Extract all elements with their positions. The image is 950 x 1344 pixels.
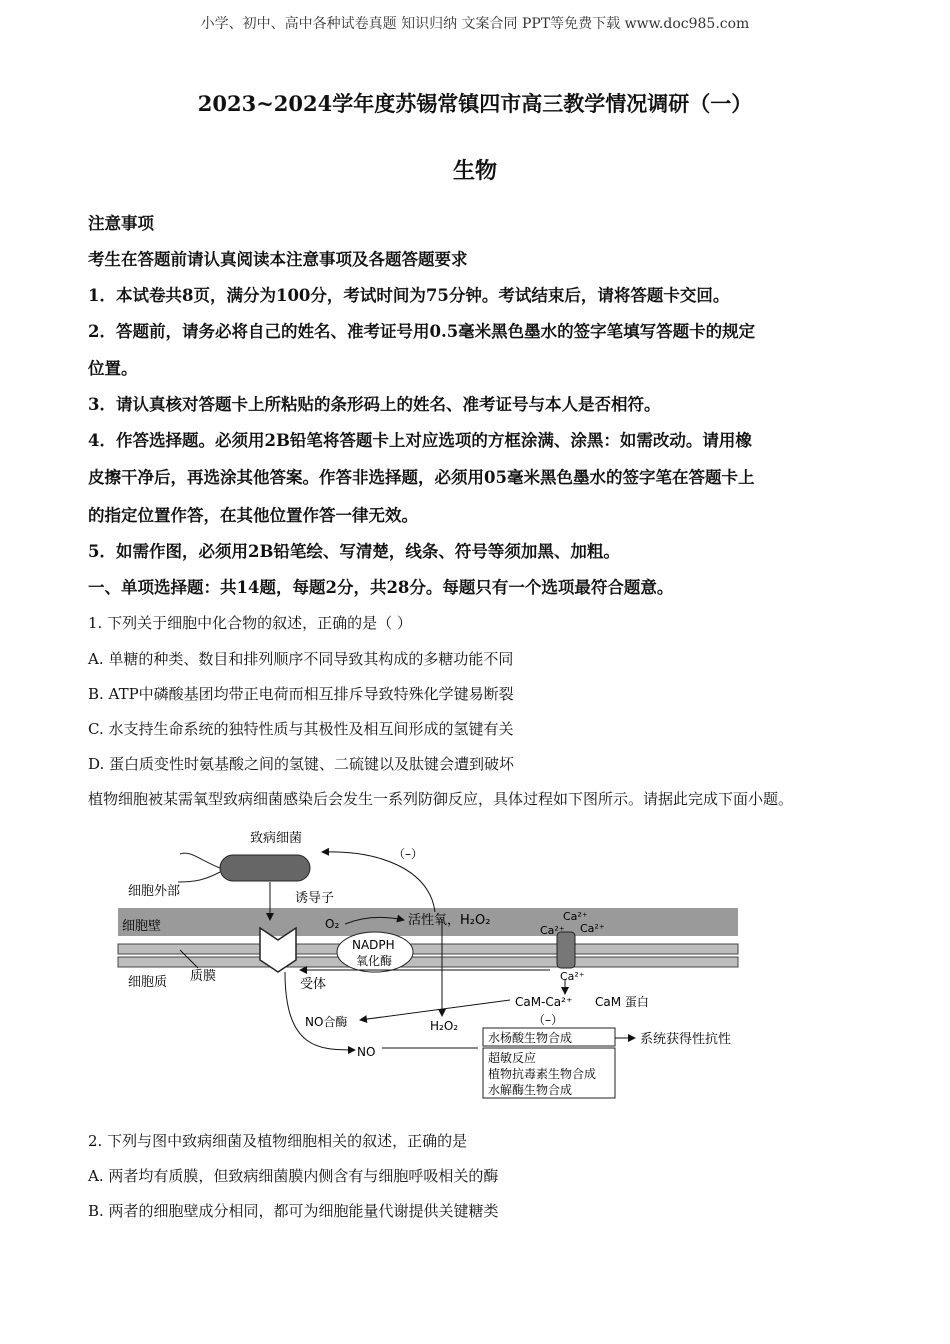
section-heading: 一、单项选择题：共14题，每题2分，共28分。每题只有一个选项最符合题意。 [88, 578, 674, 597]
passage: 植物细胞被某需氧型致病细菌感染后会发生一系列防御反应，具体过程如下图所示。请据此完成下面小题。 [88, 790, 794, 808]
notice-item: 2．答题前，请务必将自己的姓名、准考证号用0.5毫米黑色墨水的签字笔填写答题卡的规定 [88, 322, 756, 341]
h2o2-label: H₂O₂ [430, 1019, 459, 1033]
sa-label: 水杨酸生物合成 [488, 1031, 573, 1045]
question-1-option-c: C. 水支持生命系统的独特性质与其极性及相互间形成的氢键有关 [88, 720, 514, 738]
ca-top-label: Ca²⁺ [563, 910, 588, 923]
ca-right-label: Ca²⁺ [580, 922, 605, 935]
ca-left-label: Ca²⁺ [540, 924, 565, 937]
ca-in-label: Ca²⁺ [560, 970, 585, 983]
question-1-option-b: B. ATP中磷酸基团均带正电荷而相互排斥导致特殊化学键易断裂 [88, 685, 514, 703]
top-banner: 小学、初中、高中各种试卷真题 知识归纳 文案合同 PPT等免费下载 www.doc985.com [200, 16, 750, 32]
question-1-option-a: A. 单糖的种类、数目和排列顺序不同导致其构成的多糖功能不同 [88, 650, 514, 668]
nadph-label: NADPH [352, 938, 395, 952]
inducer-label: 诱导子 [295, 891, 335, 906]
outside-label: 细胞外部 [128, 884, 181, 899]
flagellum [180, 853, 220, 868]
hydrolase-label: 水解酶生物合成 [488, 1083, 573, 1097]
plasma-membrane [118, 944, 738, 954]
question-2-stem: 2. 下列与图中致病细菌及植物细胞相关的叙述，正确的是 [88, 1132, 468, 1150]
cam-label: CaM 蛋白 [595, 995, 649, 1009]
cytoplasm-label: 细胞质 [128, 975, 168, 990]
oxidase-label: 氧化酶 [356, 954, 393, 968]
hr-label: 超敏反应 [488, 1051, 537, 1065]
sar-label: 系统获得性抗性 [640, 1032, 732, 1047]
defense-pathway-diagram [110, 820, 760, 1105]
notice-item: 3．请认真核对答题卡上所粘贴的条形码上的姓名、准考证号与本人是否相符。 [88, 395, 661, 414]
exam-title: 2023~2024学年度苏锡常镇四市高三教学情况调研（一） [197, 91, 753, 116]
no-synthase-label: NO合酶 [305, 1015, 348, 1029]
phytoalexin-label: 植物抗毒素生物合成 [488, 1067, 597, 1081]
question-2-option-a: A. 两者均有质膜，但致病细菌膜内侧含有与细胞呼吸相关的酶 [88, 1167, 499, 1185]
notice-heading: 注意事项 [88, 214, 154, 233]
notice-item: 的指定位置作答，在其他位置作答一律无效。 [88, 506, 418, 525]
bacteria-label: 致病细菌 [250, 831, 303, 846]
o2-label: O₂ [325, 917, 340, 931]
notice-item: 5．如需作图，必须用2B铅笔绘、写清楚，线条、符号等须加黑、加粗。 [88, 542, 620, 561]
notice-item: 4．作答选择题。必须用2B铅笔将答题卡上对应选项的方框涂满、涂黑：如需改动。请用橡 [88, 431, 752, 450]
notice-intro: 考生在答题前请认真阅读本注意事项及各题答题要求 [88, 250, 468, 269]
question-1-stem: 1. 下列关于细胞中化合物的叙述，正确的是（ ） [88, 614, 412, 632]
question-1-option-d: D. 蛋白质变性时氨基酸之间的氢键、二硫键以及肽键会遭到破坏 [88, 755, 515, 773]
ros-label: 活性氧，H₂O₂ [408, 913, 491, 928]
cam-ca-label: CaM-Ca²⁺ [515, 995, 573, 1009]
no-label: NO [357, 1045, 376, 1059]
inhibition-label-1: （–） [393, 847, 424, 861]
subject-title: 生物 [452, 158, 497, 184]
membrane-label: 质膜 [190, 969, 217, 984]
inhibition-label-2: （–） [533, 1013, 564, 1027]
receptor-label: 受体 [300, 977, 327, 992]
notice-item: 1．本试卷共8页，满分为100分，考试时间为75分钟。考试结束后，请将答题卡交回。 [88, 286, 730, 305]
question-2-option-b: B. 两者的细胞壁成分相同，都可为细胞能量代谢提供关键糖类 [88, 1202, 499, 1220]
bacterium-shape [220, 855, 310, 881]
notice-item: 皮擦干净后，再选涂其他答案。作答非选择题，必须用05毫米黑色墨水的签字笔在答题卡上 [88, 468, 755, 487]
cell-wall-label: 细胞壁 [122, 919, 162, 934]
calcium-channel [557, 932, 575, 968]
notice-item: 位置。 [88, 359, 138, 378]
